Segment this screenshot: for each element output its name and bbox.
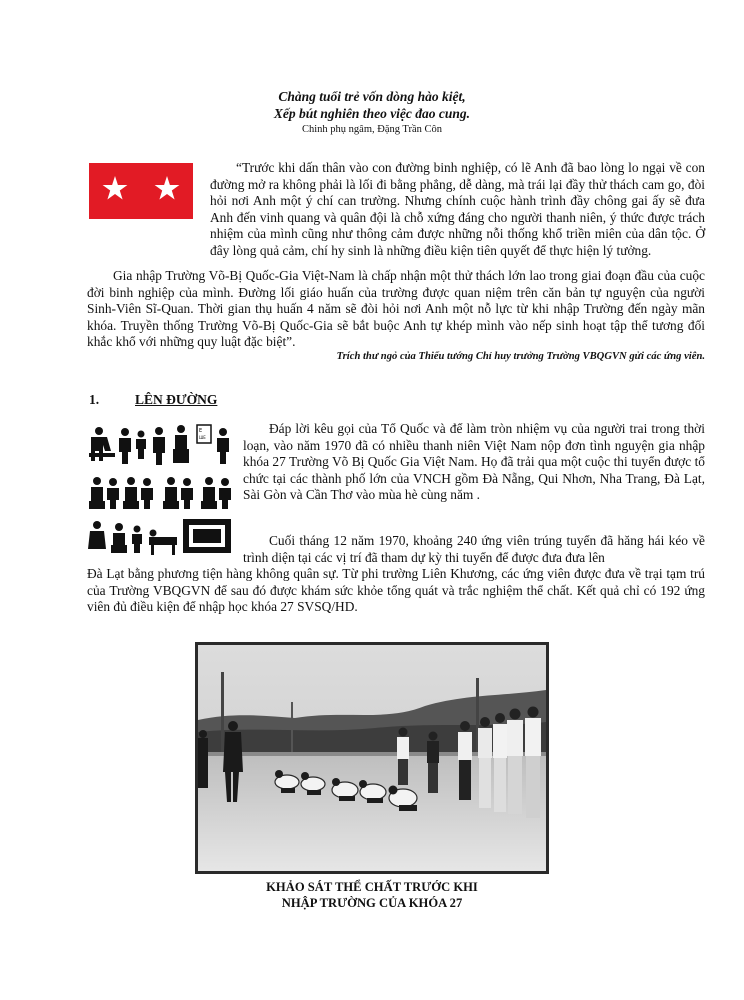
epigraph-line-2: Xếp bút nghiên theo việc đao cung. [273, 106, 471, 121]
physical-test-photo [195, 642, 549, 874]
section-paragraph-2-start: Cuối tháng 12 năm 1970, khoảng 240 ứng viên trúng tuyển đã hăng hái kéo về trình diện tại các vị trí đã tham dự kỳ thi tuyển để được đưa đưa lên [243, 533, 705, 565]
section-paragraph-2-rest: Đà Lạt bằng phương tiện hàng không quân sự. Từ phi trường Liên Khương, các ứng viên được đưa về trại tạm trú của Trường VBQGVN để sau đó được khám sức khỏe tổng quát và trắc nghiệm thể chất. Kết quả chỉ có 192 ứng viên đủ điều kiện để nhập học khóa 27 SVSQ/HD. [87, 566, 705, 615]
letter-second-paragraph: Gia nhập Trường Võ-Bị Quốc-Gia Việt-Nam là chấp nhận một thử thách lớn lao trong giai đoạn đầu của cuộc đời binh nghiệp của mình. Đường lối giáo huấn của trường được quan niệm trên căn bản tự nguyện của người Sinh-Viên Sĩ-Quan. Thời gian thụ huấn 4 năm sẽ đòi hỏi nơi Anh một nỗ lực từ khi nhập Trường đến ngày mãn khóa. Truyền thống Trường Võ-Bị Quốc-Gia sẽ bắt buộc Anh tự khép mình vào nếp sinh hoạt tập thể tương đối khắc khổ với những quy luật đặc biệt”. [87, 268, 705, 350]
photo-caption-line-1: KHẢO SÁT THỂ CHẤT TRƯỚC KHI [266, 880, 478, 894]
epigraph-attribution: Chinh phụ ngâm, Đặng Trần Côn [301, 124, 442, 135]
svg-text:E: E [199, 428, 203, 434]
letter-intro-paragraph: “Trước khi dấn thân vào con đường binh nghiệp, có lẽ Anh đã bao lòng lo ngại về con đường mở ra không phải là lối đi bằng phẳng, dễ dàng, mà trái lại đầy thử thách cam go, đòi hỏi nơi Anh một ý chí can trường. Nhưng chính cuộc hành trình đầy chông gai ấy sẽ đưa Anh đến vinh quang và quân đội là chỗ xứng đáng cho người thanh niên, ý thức được trách nhiệm của mình cũng như thông cảm được những nỗi thống khổ triền miên của dân tộc. Ở đây lòng quả cảm, chí hy sinh là những điều kiện tiên quyết để thực hiện lý tưởng. [210, 160, 705, 258]
section-title: LÊN ĐƯỜNG [135, 392, 218, 407]
flag-two-stars-icon [89, 163, 193, 219]
photo-caption-line-2: NHẬP TRƯỜNG CỦA KHÓA 27 [281, 896, 463, 910]
epigraph-line-1: Chàng tuổi trẻ vốn dòng hào kiệt, [278, 89, 466, 104]
medical-exam-pictograms-icon [87, 423, 237, 557]
section-number: 1. [89, 392, 100, 407]
star-icon [103, 176, 128, 200]
star-icon [155, 176, 180, 200]
section-paragraph-1: Đáp lời kêu gọi của Tổ Quốc và để làm tròn nhiệm vụ của người trai trong thời loạn, vào năm 1970 đã có nhiều thanh niên Việt Nam nộp đơn tình nguyện gia nhập khóa 27 Trường Võ Bị Quốc Gia Việt Nam. Họ đã trải qua một cuộc thi tuyển được tổ chức tại các thành phố lớn của VNCH gồm Đà Nẵng, Qui Nhơn, Nha Trang, Đà Lạt, Sài Gòn và Cần Thơ vào mùa hè cùng năm . [243, 421, 705, 503]
letter-signature: Trích thư ngỏ của Thiếu tướng Chỉ huy trưởng Trường VBQGVN gửi các ứng viên. [336, 351, 705, 362]
svg-text:ШЕ: ШЕ [199, 435, 206, 440]
